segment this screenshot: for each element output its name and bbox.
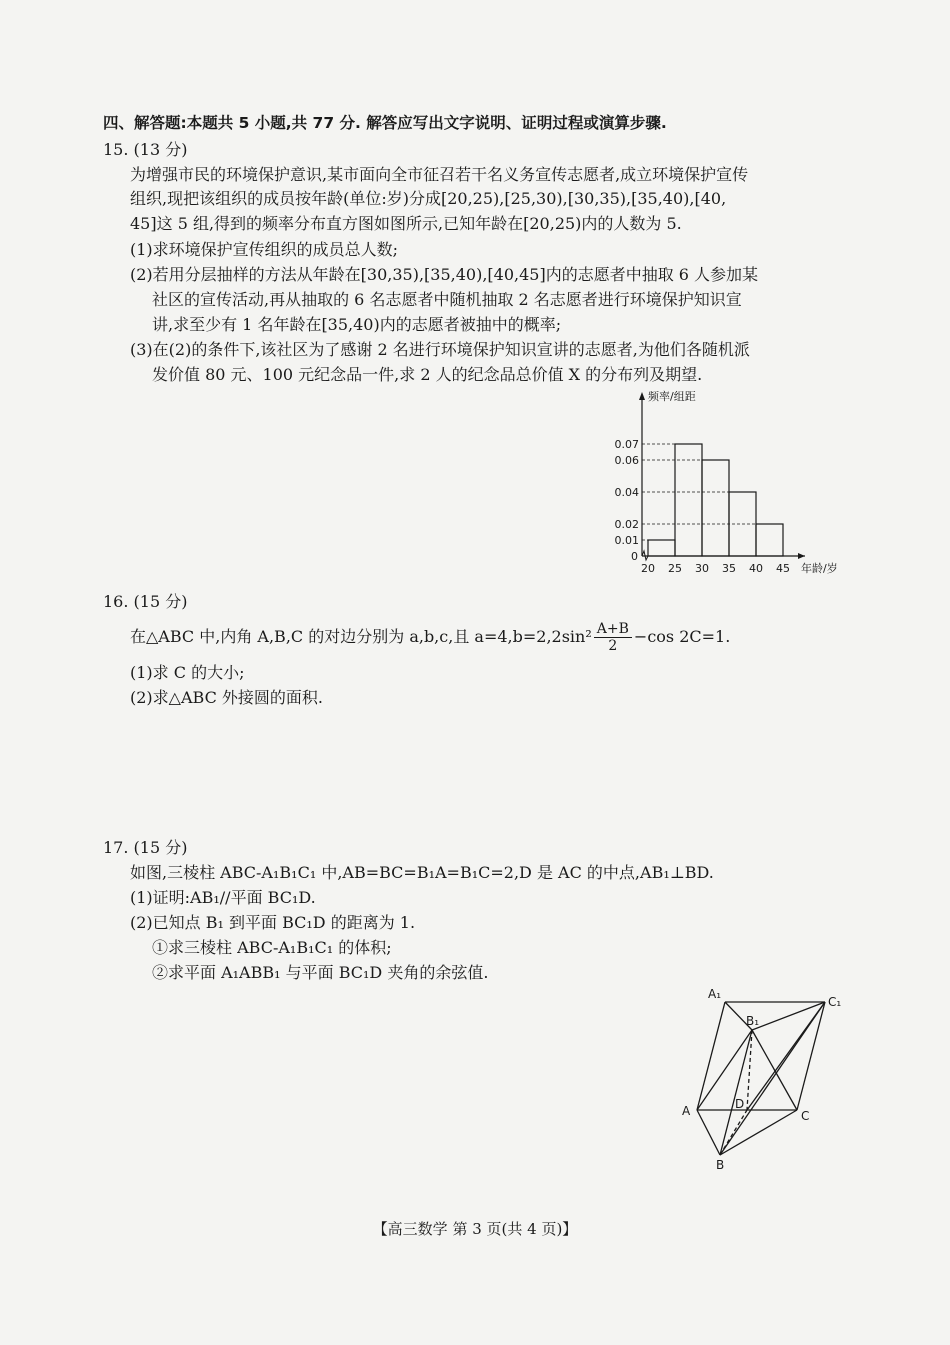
q17-sub-2b: ②求平面 A₁ABB₁ 与平面 BC₁D 夹角的余弦值.: [152, 963, 489, 982]
q15-sub-2-line-3: 讲,求至少有 1 名年龄在[35,40)内的志愿者被抽中的概率;: [152, 315, 562, 334]
y-tick-label: 0.07: [614, 438, 639, 451]
q15-sub-2-line-1: (2)若用分层抽样的方法从年龄在[30,35),[35,40),[40,45]内的志愿者中抽取 6 人参加某: [130, 265, 759, 284]
label-d: D: [735, 1097, 745, 1111]
label-b: B: [716, 1158, 725, 1172]
q17-stem: 如图,三棱柱 ABC-A₁B₁C₁ 中,AB=BC=B₁A=B₁C=2,D 是 AC 的中点,AB₁⊥BD.: [130, 863, 714, 882]
histogram-bar: [756, 524, 783, 556]
q15-sub-2-line-2: 社区的宣传活动,再从抽取的 6 名志愿者中随机抽取 2 名志愿者进行环境保护知识宣: [152, 290, 742, 309]
edge-b-c: [720, 1110, 797, 1155]
y-tick-label: 0.01: [614, 534, 639, 547]
label-c: C: [801, 1109, 810, 1123]
q15-number: 15. (13 分): [103, 140, 188, 159]
q15-sub-1: (1)求环境保护宣传组织的成员总人数;: [130, 240, 399, 259]
x-tick-label: 25: [668, 562, 682, 575]
q15-line-2: 组织,现把该组织的成员按年龄(单位:岁)分成[20,25),[25,30),[30,35),[35,40),[40,: [130, 189, 727, 208]
q16-fraction: [594, 621, 632, 654]
q17-sub-2: (2)已知点 B₁ 到平面 BC₁D 的距离为 1.: [130, 913, 416, 932]
origin-label: 0: [631, 550, 638, 563]
prism-figure: [670, 980, 860, 1175]
y-tick-label: 0.04: [614, 486, 639, 499]
histogram-bar: [702, 460, 729, 556]
x-tick-label: 40: [749, 562, 763, 575]
segment-b-d: [720, 1110, 747, 1155]
q15-line-1: 为增强市民的环境保护意识,某市面向全市征召若干名义务宣传志愿者,成立环境保护宣传: [130, 165, 749, 184]
label-b1: B₁: [746, 1014, 760, 1028]
label-a: A: [682, 1104, 691, 1118]
x-tick-label: 35: [722, 562, 736, 575]
y-axis-arrow-icon: [639, 392, 645, 400]
q16-fraction-numerator: A+B: [594, 621, 632, 638]
q17-sub-1: (1)证明:AB₁//平面 BC₁D.: [130, 888, 316, 907]
segment-b-c1: [720, 1002, 825, 1155]
q16-stem: [130, 620, 730, 654]
label-a1: A₁: [708, 987, 722, 1001]
edge-b1-c1: [752, 1002, 825, 1030]
x-tick-label: 45: [776, 562, 790, 575]
histogram-bars: [648, 444, 783, 556]
q16-stem-suffix: −cos 2C=1.: [633, 627, 731, 646]
frequency-histogram: [598, 388, 860, 580]
x-axis-title: 年龄/岁: [801, 562, 838, 575]
edge-c-c1: [797, 1002, 825, 1110]
q17-number: 17. (15 分): [103, 838, 188, 857]
x-tick-label: 20: [641, 562, 655, 575]
q15-line-3: 45]这 5 组,得到的频率分布直方图如图所示,已知年龄在[20,25)内的人数为 5.: [130, 214, 682, 233]
y-tick-label: 0.06: [614, 454, 639, 467]
q16-fraction-denominator: 2: [608, 638, 618, 654]
q17-sub-2a: ①求三棱柱 ABC-A₁B₁C₁ 的体积;: [152, 938, 392, 957]
edge-b-b1: [720, 1030, 752, 1155]
section-heading: 四、解答题:本题共 5 小题,共 77 分. 解答应写出文字说明、证明过程或演算步骤.: [103, 114, 667, 132]
q15-sub-3-line-2: 发价值 80 元、100 元纪念品一件,求 2 人的纪念品总价值 X 的分布列及期望.: [152, 365, 703, 384]
q16-sub-2: (2)求△ABC 外接圆的面积.: [130, 688, 323, 707]
q16-number: 16. (15 分): [103, 592, 188, 611]
q16-stem-prefix: 在△ABC 中,内角 A,B,C 的对边分别为 a,b,c,且 a=4,b=2,2sin²: [130, 627, 592, 646]
q15-sub-3-line-1: (3)在(2)的条件下,该社区为了感谢 2 名进行环境保护知识宣讲的志愿者,为他们各随机派: [130, 340, 750, 359]
y-axis-title: 频率/组距: [648, 390, 696, 403]
page-footer: 【高三数学 第 3 页(共 4 页)】: [372, 1220, 578, 1238]
edge-a-a1: [697, 1002, 725, 1110]
histogram-axes: [639, 392, 805, 560]
q16-sub-1: (1)求 C 的大小;: [130, 663, 245, 682]
edge-a-b: [697, 1110, 720, 1155]
x-tick-label: 30: [695, 562, 709, 575]
histogram-bar: [675, 444, 702, 556]
x-axis-arrow-icon: [798, 553, 805, 559]
label-c1: C₁: [828, 995, 842, 1009]
histogram-bar: [648, 540, 675, 556]
y-tick-label: 0.02: [614, 518, 639, 531]
